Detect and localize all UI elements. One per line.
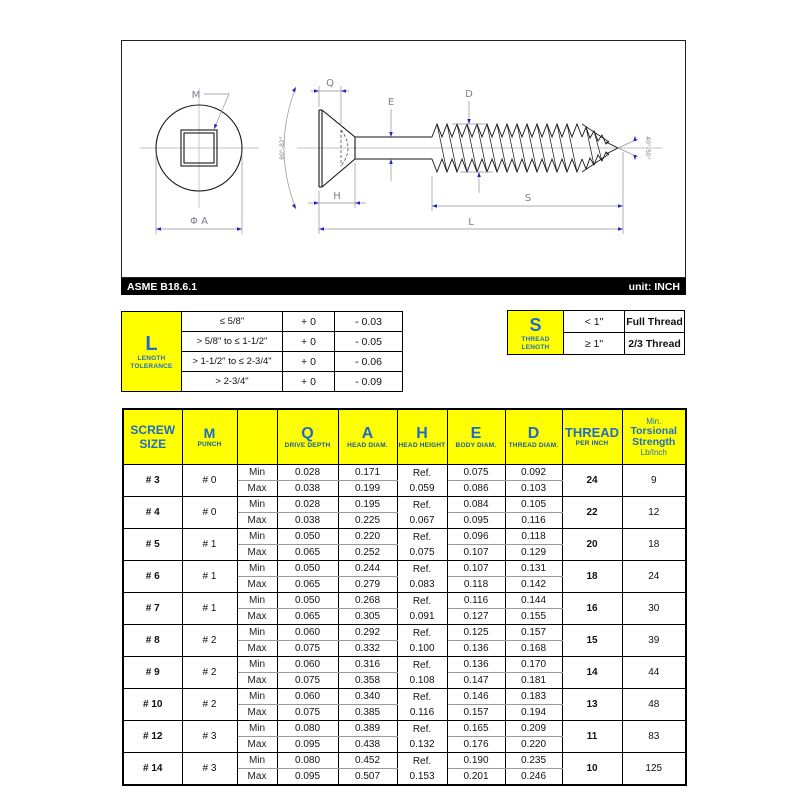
cell-thread-per-inch: 13 xyxy=(562,689,622,721)
cell-a-max: 0.358 xyxy=(338,673,397,689)
cell-e-max: 0.136 xyxy=(447,641,505,657)
header-thread-per-inch xyxy=(562,409,622,465)
header-h-caption: HEAD HEIGHT xyxy=(398,441,446,449)
cell-q-min: 0.060 xyxy=(277,657,338,673)
cell-a-min: 0.340 xyxy=(338,689,397,705)
cell-a-max: 0.225 xyxy=(338,513,397,529)
cell-minmax-max: Max xyxy=(237,769,277,786)
cell-minmax-min: Min xyxy=(237,593,277,609)
cell-a-max: 0.332 xyxy=(338,641,397,657)
cell-e-min: 0.125 xyxy=(447,625,505,641)
cell-h-ref: Ref. xyxy=(412,723,432,735)
cell-q-max: 0.065 xyxy=(277,545,338,561)
header-torsional-strength xyxy=(622,409,686,465)
cell-h-value: 0.132 xyxy=(409,738,435,750)
cell-e-min: 0.116 xyxy=(447,593,505,609)
cell-screw-size: # 14 xyxy=(123,753,182,786)
cell-q-min: 0.080 xyxy=(277,721,338,737)
cell-punch: # 0 xyxy=(182,465,237,497)
header-screw-size-line1: SCREW xyxy=(130,423,176,437)
unit-label: unit: INCH xyxy=(628,280,680,293)
cell-strength: 12 xyxy=(622,497,686,529)
cell-a-max: 0.279 xyxy=(338,577,397,593)
cell-d-max: 0.116 xyxy=(505,513,562,529)
cell-d-max: 0.142 xyxy=(505,577,562,593)
standard-name: ASME B18.6.1 xyxy=(127,280,198,293)
cell-punch: # 3 xyxy=(182,721,237,753)
spec-row-min xyxy=(123,465,686,481)
cell-thread-per-inch: 11 xyxy=(562,721,622,753)
cell-screw-size: # 6 xyxy=(123,561,182,593)
cell-e-max: 0.201 xyxy=(447,769,505,786)
label-point-angle: 40°-50° xyxy=(644,136,651,160)
cell-punch: # 1 xyxy=(182,529,237,561)
cell-punch: # 1 xyxy=(182,561,237,593)
cell-d-max: 0.129 xyxy=(505,545,562,561)
cell-e-min: 0.107 xyxy=(447,561,505,577)
cell-e-min: 0.084 xyxy=(447,497,505,513)
cell-e-max: 0.086 xyxy=(447,481,505,497)
table-row xyxy=(122,312,403,332)
thread-length-range: < 1" xyxy=(564,311,625,333)
cell-strength: 125 xyxy=(622,753,686,786)
label-head-angle: 80°-82° xyxy=(279,136,286,160)
cell-a-max: 0.252 xyxy=(338,545,397,561)
cell-punch: # 2 xyxy=(182,625,237,657)
spec-table-body xyxy=(123,465,686,786)
cell-e-max: 0.147 xyxy=(447,673,505,689)
header-punch-caption: PUNCH xyxy=(197,440,222,448)
cell-e-min: 0.165 xyxy=(447,721,505,737)
header-strength-line3: Lb/Inch xyxy=(640,448,667,457)
cell-thread-per-inch: 18 xyxy=(562,561,622,593)
cell-screw-size: # 10 xyxy=(123,689,182,721)
header-q-symbol: Q xyxy=(301,424,314,442)
cell-a-min: 0.268 xyxy=(338,593,397,609)
cell-q-max: 0.075 xyxy=(277,673,338,689)
cell-e-max: 0.118 xyxy=(447,577,505,593)
symbol-s: S xyxy=(529,314,542,335)
cell-d-max: 0.168 xyxy=(505,641,562,657)
minus-tolerance: - 0.09 xyxy=(335,372,403,392)
symbol-l: L xyxy=(145,332,158,355)
cell-q-max: 0.075 xyxy=(277,705,338,721)
cell-a-min: 0.316 xyxy=(338,657,397,673)
header-e-symbol: E xyxy=(470,424,482,442)
length-range: > 5/8" to ≤ 1-1/2" xyxy=(182,332,283,352)
cell-strength: 18 xyxy=(622,529,686,561)
cell-punch: # 2 xyxy=(182,689,237,721)
cell-minmax-min: Min xyxy=(237,753,277,769)
cell-h-ref: Ref. xyxy=(412,499,432,511)
cell-h-ref: Ref. xyxy=(412,755,432,767)
length-range: > 2-3/4" xyxy=(182,372,283,392)
cell-q-min: 0.050 xyxy=(277,561,338,577)
plus-tolerance: + 0 xyxy=(283,312,335,332)
cell-e-max: 0.127 xyxy=(447,609,505,625)
cell-e-min: 0.146 xyxy=(447,689,505,705)
cell-q-max: 0.038 xyxy=(277,481,338,497)
screw-side-view xyxy=(319,110,432,187)
cell-h-value: 0.116 xyxy=(409,706,435,718)
cell-head-height xyxy=(397,753,447,786)
cell-d-max: 0.194 xyxy=(505,705,562,721)
cell-strength: 39 xyxy=(622,625,686,657)
cell-strength: 83 xyxy=(622,721,686,753)
cell-e-min: 0.136 xyxy=(447,657,505,673)
cell-minmax-max: Max xyxy=(237,673,277,689)
length-range: ≤ 5/8" xyxy=(182,312,283,332)
cell-h-value: 0.059 xyxy=(409,482,435,494)
cell-d-min: 0.105 xyxy=(505,497,562,513)
label-d: D xyxy=(465,89,473,100)
cell-a-min: 0.244 xyxy=(338,561,397,577)
cell-screw-size: # 5 xyxy=(123,529,182,561)
label-l: L xyxy=(468,217,474,228)
table-row xyxy=(508,311,685,333)
thread-length-range: ≥ 1" xyxy=(564,333,625,355)
cell-h-value: 0.153 xyxy=(409,770,435,782)
spec-row-min xyxy=(123,689,686,705)
label-e: E xyxy=(387,97,395,108)
cell-head-height xyxy=(397,721,447,753)
cell-minmax-max: Max xyxy=(237,545,277,561)
cell-e-max: 0.157 xyxy=(447,705,505,721)
header-thread-caption: PER INCH xyxy=(575,440,609,447)
spec-row-min xyxy=(123,753,686,769)
header-head-height xyxy=(397,409,447,465)
spec-row-min xyxy=(123,721,686,737)
cell-q-min: 0.080 xyxy=(277,753,338,769)
cell-q-min: 0.060 xyxy=(277,689,338,705)
header-punch-symbol: M xyxy=(203,424,216,441)
spec-table xyxy=(122,408,687,786)
cell-minmax-min: Min xyxy=(237,497,277,513)
thread-length-caption: THREAD LENGTH xyxy=(521,335,550,351)
cell-minmax-min: Min xyxy=(237,465,277,481)
header-e-caption: BODY DIAM. xyxy=(455,441,497,449)
header-d-caption: THREAD DIAM. xyxy=(508,441,559,449)
length-tolerance-header xyxy=(122,312,182,392)
cell-a-max: 0.438 xyxy=(338,737,397,753)
cell-a-max: 0.507 xyxy=(338,769,397,786)
cell-screw-size: # 3 xyxy=(123,465,182,497)
header-d-symbol: D xyxy=(527,424,540,442)
cell-h-ref: Ref. xyxy=(412,659,432,671)
cell-minmax-min: Min xyxy=(237,721,277,737)
cell-d-min: 0.157 xyxy=(505,625,562,641)
cell-screw-size: # 7 xyxy=(123,593,182,625)
minus-tolerance: - 0.03 xyxy=(335,312,403,332)
cell-minmax-max: Max xyxy=(237,481,277,497)
cell-e-min: 0.075 xyxy=(447,465,505,481)
cell-thread-per-inch: 16 xyxy=(562,593,622,625)
cell-d-min: 0.170 xyxy=(505,657,562,673)
cell-minmax-max: Max xyxy=(237,513,277,529)
header-drive-depth xyxy=(277,409,338,465)
cell-e-min: 0.096 xyxy=(447,529,505,545)
cell-minmax-max: Max xyxy=(237,577,277,593)
thread-length-value: 2/3 Thread xyxy=(625,333,685,355)
thread-length-header xyxy=(508,311,564,355)
cell-q-max: 0.095 xyxy=(277,737,338,753)
cell-e-max: 0.095 xyxy=(447,513,505,529)
minus-tolerance: - 0.05 xyxy=(335,332,403,352)
cell-d-min: 0.144 xyxy=(505,593,562,609)
label-s: S xyxy=(524,193,532,204)
cell-d-max: 0.155 xyxy=(505,609,562,625)
cell-a-min: 0.171 xyxy=(338,465,397,481)
cell-h-ref: Ref. xyxy=(412,627,432,639)
dimension-lines xyxy=(156,86,638,234)
length-tolerance-caption: LENGTH TOLERANCE xyxy=(130,354,173,370)
cell-e-max: 0.107 xyxy=(447,545,505,561)
cell-a-min: 0.195 xyxy=(338,497,397,513)
spec-header-row xyxy=(123,409,686,465)
cell-screw-size: # 9 xyxy=(123,657,182,689)
cell-q-min: 0.050 xyxy=(277,529,338,545)
label-h: H xyxy=(333,191,341,202)
cell-head-height xyxy=(397,465,447,497)
cell-minmax-min: Min xyxy=(237,657,277,673)
spec-row-min xyxy=(123,561,686,577)
cell-strength: 9 xyxy=(622,465,686,497)
cell-minmax-min: Min xyxy=(237,689,277,705)
cell-h-ref: Ref. xyxy=(412,563,432,575)
cell-screw-size: # 4 xyxy=(123,497,182,529)
cell-q-max: 0.038 xyxy=(277,513,338,529)
cell-a-min: 0.220 xyxy=(338,529,397,545)
cell-head-height xyxy=(397,593,447,625)
cell-minmax-max: Max xyxy=(237,705,277,721)
cell-thread-per-inch: 15 xyxy=(562,625,622,657)
cell-head-height xyxy=(397,561,447,593)
cell-h-ref: Ref. xyxy=(412,691,432,703)
cell-d-max: 0.220 xyxy=(505,737,562,753)
cell-q-max: 0.075 xyxy=(277,641,338,657)
cell-h-value: 0.100 xyxy=(409,642,435,654)
cell-d-max: 0.103 xyxy=(505,481,562,497)
cell-h-ref: Ref. xyxy=(412,595,432,607)
cell-thread-per-inch: 20 xyxy=(562,529,622,561)
cell-minmax-min: Min xyxy=(237,529,277,545)
cell-d-min: 0.235 xyxy=(505,753,562,769)
header-q-caption: DRIVE DEPTH xyxy=(284,441,331,449)
cell-q-min: 0.060 xyxy=(277,625,338,641)
cell-e-min: 0.190 xyxy=(447,753,505,769)
cell-h-ref: Ref. xyxy=(412,531,432,543)
drawing-frame xyxy=(121,40,686,278)
cell-a-min: 0.452 xyxy=(338,753,397,769)
header-body-diam xyxy=(447,409,505,465)
cell-screw-size: # 8 xyxy=(123,625,182,657)
spec-row-min xyxy=(123,529,686,545)
header-screw-size-line2: SIZE xyxy=(139,437,167,451)
cell-head-height xyxy=(397,625,447,657)
header-punch xyxy=(182,409,237,465)
cell-punch: # 1 xyxy=(182,593,237,625)
cell-strength: 24 xyxy=(622,561,686,593)
minus-tolerance: - 0.06 xyxy=(335,352,403,372)
cell-h-value: 0.083 xyxy=(409,578,435,590)
cell-strength: 30 xyxy=(622,593,686,625)
cell-d-min: 0.209 xyxy=(505,721,562,737)
cell-q-min: 0.050 xyxy=(277,593,338,609)
cell-h-value: 0.067 xyxy=(409,514,435,526)
standard-title-bar xyxy=(121,278,686,295)
cell-strength: 48 xyxy=(622,689,686,721)
plus-tolerance: + 0 xyxy=(283,352,335,372)
header-minmax xyxy=(237,409,277,465)
cell-a-max: 0.385 xyxy=(338,705,397,721)
spec-row-min xyxy=(123,497,686,513)
cell-d-min: 0.131 xyxy=(505,561,562,577)
cell-d-min: 0.092 xyxy=(505,465,562,481)
spec-row-min xyxy=(123,657,686,673)
cell-head-height xyxy=(397,657,447,689)
cell-a-min: 0.292 xyxy=(338,625,397,641)
cell-minmax-max: Max xyxy=(237,641,277,657)
cell-h-value: 0.108 xyxy=(409,674,435,686)
cell-d-min: 0.183 xyxy=(505,689,562,705)
cell-a-min: 0.389 xyxy=(338,721,397,737)
length-range: > 1-1/2" to ≤ 2-3/4" xyxy=(182,352,283,372)
plus-tolerance: + 0 xyxy=(283,372,335,392)
header-head-diam xyxy=(338,409,397,465)
header-thread-diam xyxy=(505,409,562,465)
length-tolerance-table xyxy=(121,311,403,392)
cell-minmax-max: Max xyxy=(237,737,277,753)
plus-tolerance: + 0 xyxy=(283,332,335,352)
cell-h-value: 0.091 xyxy=(409,610,435,622)
header-h-symbol: H xyxy=(416,424,428,442)
thread-length-value: Full Thread xyxy=(625,311,685,333)
label-q: Q xyxy=(326,78,334,89)
cell-thread-per-inch: 10 xyxy=(562,753,622,786)
spec-row-min xyxy=(123,625,686,641)
cell-minmax-min: Min xyxy=(237,561,277,577)
cell-e-max: 0.176 xyxy=(447,737,505,753)
header-strength-line2: Torsional Strength xyxy=(630,425,677,448)
cell-q-max: 0.095 xyxy=(277,769,338,786)
cell-thread-per-inch: 14 xyxy=(562,657,622,689)
cell-h-value: 0.075 xyxy=(409,546,435,558)
cell-q-max: 0.065 xyxy=(277,609,338,625)
cell-strength: 44 xyxy=(622,657,686,689)
centerlines xyxy=(140,88,662,208)
cell-d-min: 0.118 xyxy=(505,529,562,545)
cell-punch: # 0 xyxy=(182,497,237,529)
cell-minmax-max: Max xyxy=(237,609,277,625)
cell-a-max: 0.199 xyxy=(338,481,397,497)
cell-head-height xyxy=(397,689,447,721)
header-a-caption: HEAD DIAM. xyxy=(347,441,388,449)
cell-punch: # 2 xyxy=(182,657,237,689)
cell-d-max: 0.246 xyxy=(505,769,562,786)
cell-a-max: 0.305 xyxy=(338,609,397,625)
technical-drawing xyxy=(122,41,685,277)
cell-thread-per-inch: 24 xyxy=(562,465,622,497)
cell-q-max: 0.065 xyxy=(277,577,338,593)
dimension-labels xyxy=(190,78,651,228)
header-thread-symbol: THREAD xyxy=(564,425,620,440)
cell-d-max: 0.181 xyxy=(505,673,562,689)
cell-q-min: 0.028 xyxy=(277,497,338,513)
cell-h-ref: Ref. xyxy=(412,467,432,479)
header-strength-line1: Min. xyxy=(646,417,662,426)
cell-head-height xyxy=(397,529,447,561)
cell-punch: # 3 xyxy=(182,753,237,786)
cell-q-min: 0.028 xyxy=(277,465,338,481)
thread-length-table xyxy=(507,310,685,355)
header-screw-size xyxy=(123,409,182,465)
label-m: M xyxy=(191,90,201,101)
label-phi-a: Φ A xyxy=(190,216,208,227)
header-a-symbol: A xyxy=(361,424,374,442)
cell-head-height xyxy=(397,497,447,529)
spec-row-min xyxy=(123,593,686,609)
cell-screw-size: # 12 xyxy=(123,721,182,753)
cell-minmax-min: Min xyxy=(237,625,277,641)
cell-thread-per-inch: 22 xyxy=(562,497,622,529)
